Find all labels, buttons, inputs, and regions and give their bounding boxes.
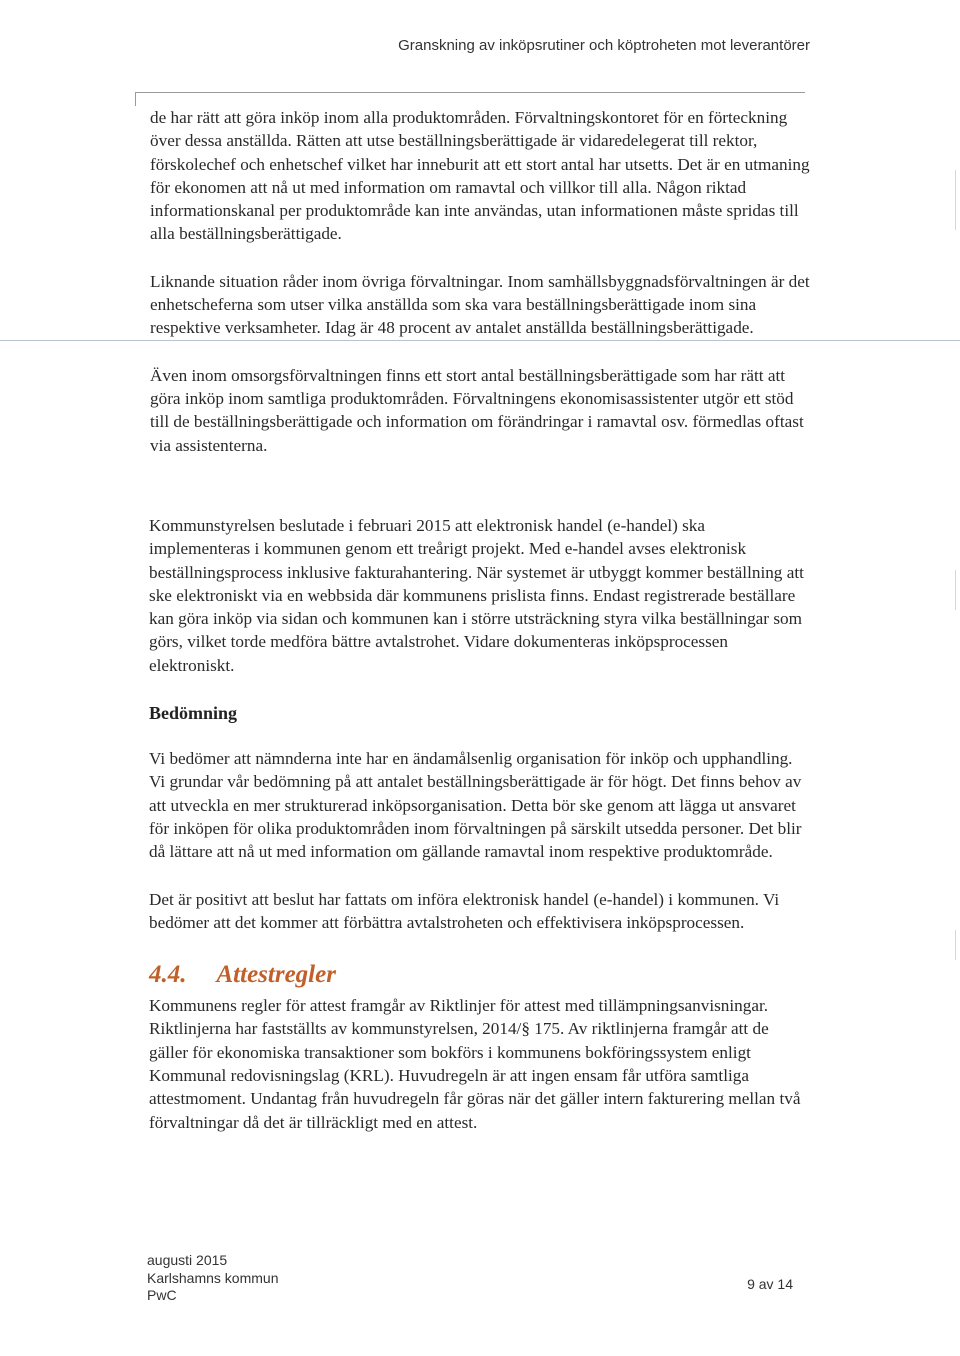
header-rule-tick	[135, 92, 136, 106]
footer-date: augusti 2015	[147, 1252, 228, 1268]
body-upper	[150, 106, 810, 457]
paragraph: Även inom omsorgsförvaltningen finns ett stort antal beställningsberättigade som har rätt att göra inköp inom samtliga produktområden. Förvaltningens ekonomisassistenter utgör ett stöd till de beställningsberättigade och information om förändringar i ramavtal osv. förmedlas oftast via assistenterna.	[150, 365, 804, 455]
section-heading	[149, 960, 809, 990]
section-number: 4.4.	[149, 961, 187, 989]
assessment-paragraph: Det är positivt att beslut har fattats om införa elektronisk handel (e-handel) i kommunen. Vi bedömer att det kommer att förbättra avtalstroheten och effektivisera inköpsprocessen.	[149, 889, 780, 932]
paragraph: de har rätt att göra inköp inom alla produktområden. Förvaltningskontoret för en förteckning över dessa anställda. Rätten att utse beställningsberättigade är vidaredelegerat till rektor, förskolechef och enhetschef vilket har inneburit att ett stort antal har utsetts. Det är en utmaning för ekonomen att nå ut med information om ramavtal och villkor till alla. Någon riktad informationskanal per produktområde kan inte användas, utan informationen måste spridas till alla beställningsberättigade.	[150, 108, 810, 244]
header-rule	[135, 92, 805, 93]
section-paragraph: Kommunens regler för attest framgår av Riktlinjer för attest med tillämpningsanvisningar. Riktlinjerna har fastställts av kommunstyrelsen, 2014/§ 175. Av riktlinjerna framgår att de gäller för ekonomiska transaktioner som bokförs i kommunens bokföringssystem enligt Kommunal redovisningslag (KRL). Huvudregeln är att ingen ensam får utföra samtliga attestmoment. Undantag från huvudregeln får göras när det gäller intern fakturering mellan två förvaltningar då det är tillräckligt med en attest.	[149, 996, 801, 1132]
page-number: 9 av 14	[747, 1276, 793, 1292]
body-lower	[149, 514, 809, 1134]
assessment-paragraph: Vi bedömer att nämnderna inte har en ändamålsenlig organisation för inköp och upphandling. Vi grundar vår bedömning på att antalet beställningsberättigade är för högt. Det finns behov av att utveckla en mer strukturerad inköpsorganisation. Detta bör ske genom att lägga ut ansvaret för inköpen för olika produktområden inom förvaltningen på särskilt utsedda personer. Det blir då lättare att nå ut med information om gällande ramavtal inom respektive produktområde.	[149, 749, 802, 862]
footer-organization: Karlshamns kommun	[147, 1269, 279, 1286]
page-header-title: Granskning av inköpsrutiner och köptroheten mot leverantörer	[398, 37, 810, 54]
paragraph: Kommunstyrelsen beslutade i februari 2015 att elektronisk handel (e-handel) ska implementeras i kommunen genom ett treårigt projekt. Med e-handel avses elektronisk beställningsprocess inklusive fakturahantering. När systemet är utbyggt kommer beställning att ske elektroniskt via en webbsida där kommunens prislista finns. Endast registrerade beställare kan göra inköp via sidan och kommunen kan i större utsträckning styra vilka beställningar som görs, vilket torde medföra bättre avtalstrohet. Vidare dokumenteras inköpsprocessen elektroniskt.	[149, 516, 804, 675]
section-title: Attestregler	[216, 961, 336, 989]
assessment-heading: Bedömning	[149, 703, 238, 724]
footer-firm: PwC	[147, 1287, 177, 1303]
footer-left	[147, 1252, 279, 1305]
paragraph: Liknande situation råder inom övriga förvaltningar. Inom samhällsbyggnadsförvaltningen är det enhetscheferna som utser vilka anställda som ska vara beställningsberättigade inom sina respektive verksamheter. Idag är 48 procent av antalet anställda beställningsberättigade.	[150, 271, 810, 338]
